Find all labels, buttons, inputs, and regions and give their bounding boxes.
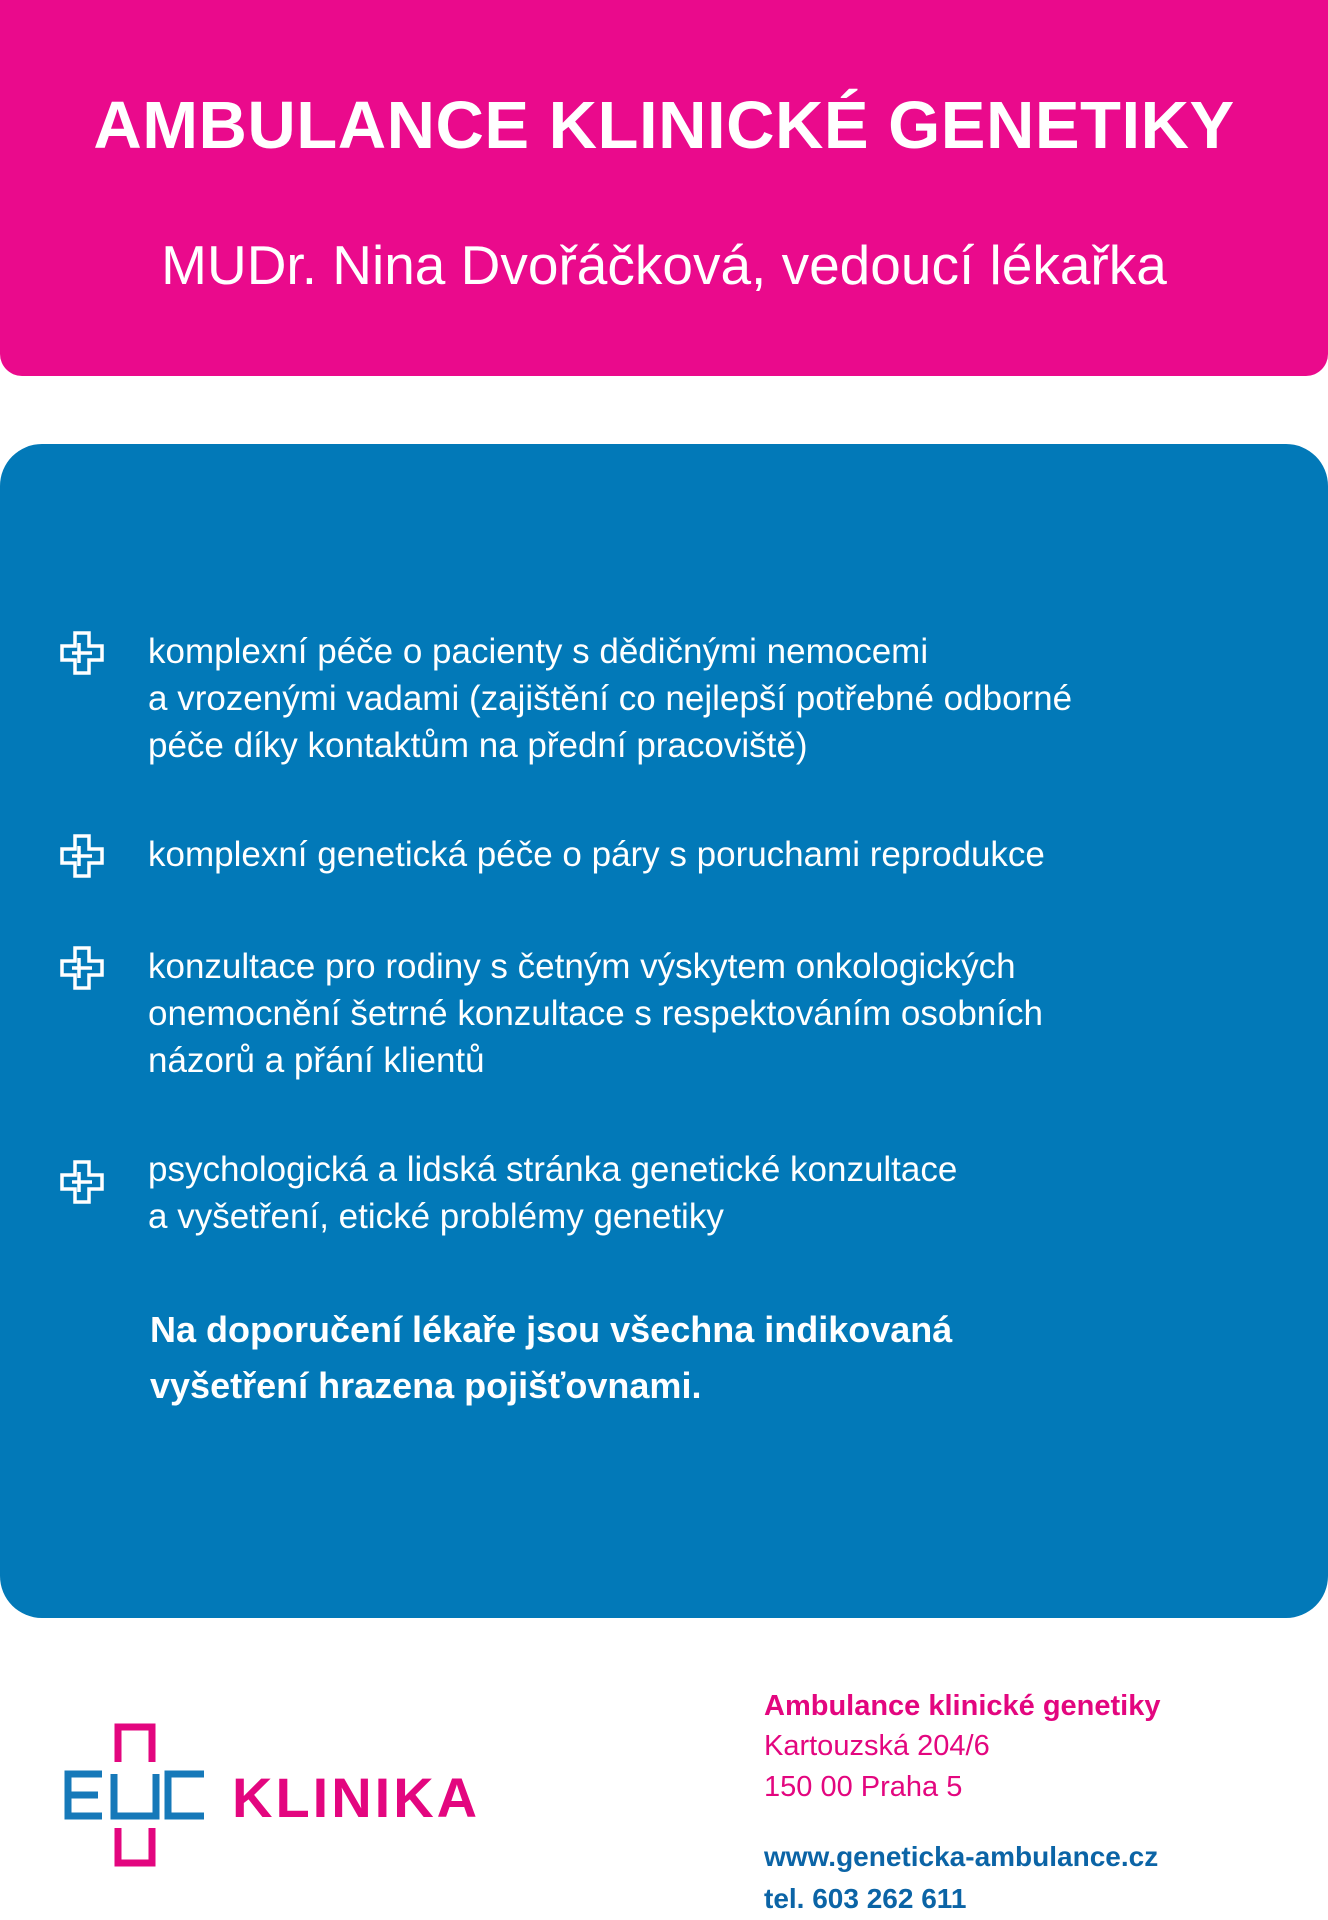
service-line: onemocnění šetrné konzultace s respektováním osobních <box>148 994 1043 1033</box>
website-link[interactable]: www.geneticka-ambulance.cz <box>764 1841 1159 1872</box>
contact-block <box>764 1686 1324 1920</box>
euc-klinika-logo <box>62 1722 532 1872</box>
service-line: a vrozenými vadami (zajištění co nejlepší potřebné odborné <box>148 679 1073 718</box>
svg-text:KLINIKA: KLINIKA <box>232 1766 481 1829</box>
service-text <box>148 628 1268 769</box>
footer <box>0 1618 1328 1920</box>
phone-number[interactable]: tel. 603 262 611 <box>764 1883 967 1914</box>
service-line: komplexní péče o pacienty s dědičnými nemocemi <box>148 632 929 671</box>
medical-cross-icon <box>60 631 104 675</box>
note-line: vyšetření hrazena pojišťovnami. <box>150 1365 702 1406</box>
service-text <box>148 943 1268 1084</box>
note-line: Na doporučení lékaře jsou všechna indikovaná <box>150 1309 953 1350</box>
page-title: AMBULANCE KLINICKÉ GENETIKY <box>93 88 1235 163</box>
euc-cross-logo-icon <box>68 1727 204 1863</box>
service-line: názorů a přání klientů <box>148 1041 485 1080</box>
contact-name: Ambulance klinické genetiky <box>764 1690 1161 1722</box>
service-text <box>148 831 1268 878</box>
insurance-note <box>150 1302 1150 1414</box>
medical-cross-icon <box>60 946 104 990</box>
contact-city: 150 00 Praha 5 <box>764 1771 963 1803</box>
service-text <box>148 1146 1268 1240</box>
service-line: a vyšetření, etické problémy genetiky <box>148 1197 724 1236</box>
contact-street: Kartouzská 204/6 <box>764 1730 990 1762</box>
service-line: péče díky kontaktům na přední pracoviště) <box>148 726 808 765</box>
header-banner <box>0 0 1328 376</box>
service-line: komplexní genetická péče o páry s poruchami reprodukce <box>148 835 1045 874</box>
services-panel <box>0 444 1328 1618</box>
medical-cross-icon <box>60 834 104 878</box>
doctor-name: MUDr. Nina Dvořáčková, vedoucí lékařka <box>161 234 1167 296</box>
service-line: konzultace pro rodiny s četným výskytem onkologických <box>148 947 1016 986</box>
medical-cross-icon <box>60 1160 104 1204</box>
service-line: psychologická a lidská stránka genetické konzultace <box>148 1150 958 1189</box>
